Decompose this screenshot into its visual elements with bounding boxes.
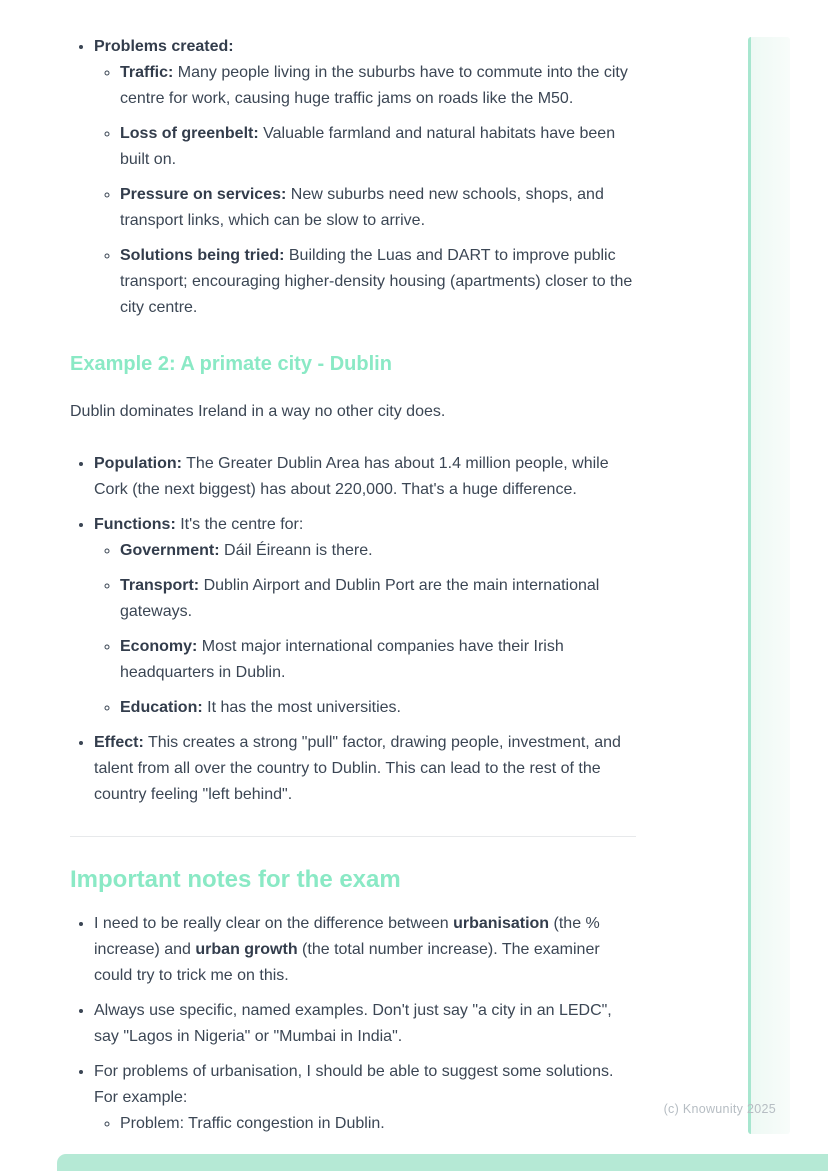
- bullet-list: [70, 911, 636, 1137]
- bullet-item: [94, 998, 636, 1050]
- bold-text: Traffic:: [120, 64, 174, 81]
- bullet-list: [70, 451, 636, 808]
- next-page-edge: [57, 1154, 828, 1171]
- bold-text: Government:: [120, 542, 220, 559]
- text: Dáil Éireann is there.: [219, 542, 373, 559]
- paragraph: Dublin dominates Ireland in a way no other city does.: [70, 403, 446, 420]
- page-edge-stripe: [748, 37, 790, 1134]
- section-heading: Example 2: A primate city - Dublin: [70, 353, 392, 375]
- text: It's the centre for:: [175, 516, 304, 533]
- bullet-list: [70, 34, 636, 321]
- sub-bullet-item: [120, 182, 636, 234]
- bold-text: Education:: [120, 699, 203, 716]
- sub-bullet-item: [120, 634, 636, 686]
- sub-bullet-item: [120, 121, 636, 173]
- text: Always use specific, named examples. Don't just say "a city in an LEDC", say "Lagos in Nigeria" or "Mumbai in India".: [94, 1002, 612, 1045]
- text: (the % increase) and: [94, 915, 600, 958]
- section-divider: [70, 836, 636, 837]
- bullet-item: [94, 34, 636, 321]
- sub-bullet-item: [120, 243, 636, 321]
- bold-text: Population:: [94, 455, 182, 472]
- bold-text: Transport:: [120, 577, 200, 594]
- bullet-item: [94, 451, 636, 503]
- text: Valuable farmland and natural habitats have been built on.: [120, 125, 616, 168]
- bold-text: Functions:: [94, 516, 176, 533]
- text: New suburbs need new schools, shops, and transport links, which can be slow to arrive.: [120, 186, 604, 229]
- copyright-footer: (c) Knowunity 2025: [663, 1102, 776, 1116]
- bullet-item: [94, 512, 636, 721]
- bold-text: Economy:: [120, 638, 198, 655]
- bold-text: urbanisation: [453, 915, 550, 932]
- bullet-item: [94, 1059, 636, 1137]
- text: The Greater Dublin Area has about 1.4 million people, while Cork (the next biggest) has about 220,000. That's a huge difference.: [94, 455, 609, 498]
- sub-bullet-list: [94, 1111, 636, 1137]
- sub-bullet-item: [120, 60, 636, 112]
- text: Problem: Traffic congestion in Dublin.: [120, 1115, 385, 1132]
- text: I need to be really clear on the difference between: [94, 915, 454, 932]
- bold-text: Problems created:: [94, 38, 234, 55]
- bold-text: urban growth: [195, 941, 298, 958]
- sub-bullet-list: [94, 538, 636, 721]
- text: (the total number increase). The examiner could try to trick me on this.: [94, 941, 600, 984]
- bold-text: Loss of greenbelt:: [120, 125, 259, 142]
- bold-text: Effect:: [94, 734, 144, 751]
- bold-text: Solutions being tried:: [120, 247, 285, 264]
- text: Dublin Airport and Dublin Port are the main international gateways.: [120, 577, 600, 620]
- bullet-item: [94, 911, 636, 989]
- sub-bullet-item: [120, 1111, 636, 1137]
- section-heading: Important notes for the exam: [70, 866, 401, 893]
- bullet-item: [94, 730, 636, 808]
- sub-bullet-item: [120, 695, 636, 721]
- bold-text: Pressure on services:: [120, 186, 287, 203]
- text: This creates a strong "pull" factor, drawing people, investment, and talent from all over the country to Dublin. This can lead to the rest of the country feeling "left behind".: [94, 734, 621, 803]
- text: Most major international companies have their Irish headquarters in Dublin.: [120, 638, 564, 681]
- text: Many people living in the suburbs have to commute into the city centre for work, causing huge traffic jams on roads like the M50.: [120, 64, 628, 107]
- text: It has the most universities.: [202, 699, 401, 716]
- text: Building the Luas and DART to improve public transport; encouraging higher-density housing (apartments) closer to the city centre.: [120, 247, 633, 316]
- text: For problems of urbanisation, I should be able to suggest some solutions. For example:: [94, 1063, 614, 1106]
- sub-bullet-list: [94, 60, 636, 321]
- sub-bullet-item: [120, 538, 636, 564]
- note-content: [70, 34, 636, 1137]
- sub-bullet-item: [120, 573, 636, 625]
